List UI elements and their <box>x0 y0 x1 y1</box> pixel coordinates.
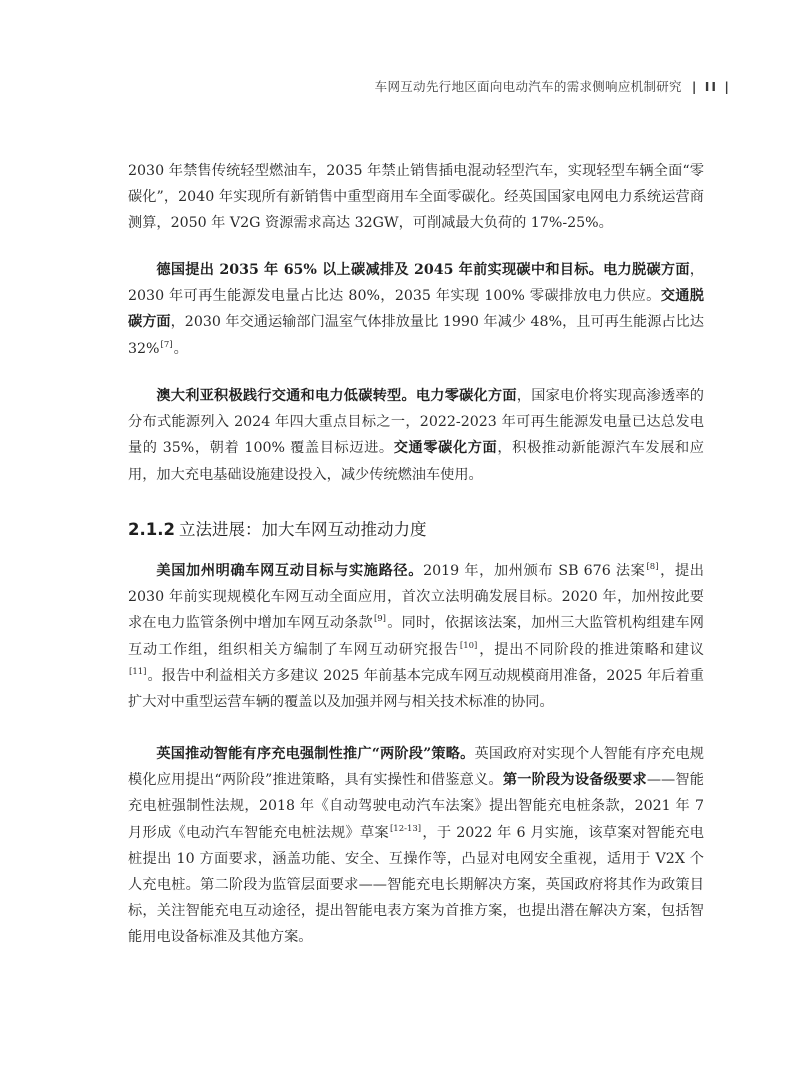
paragraph-germany <box>128 257 704 362</box>
p4-bold1: 美国加州明确车网互动目标与实施路径。 <box>156 563 424 579</box>
p2-bold1: 德国提出 2035 年 65% 以上碳减排及 2045 年前实现碳中和目标。 <box>156 262 604 278</box>
section-title: 立法进展：加大车网互动推动力度 <box>178 520 427 539</box>
section-heading <box>128 516 426 540</box>
p2-text1: ，2030 年可再生能源发电量占比达 80%，2035 年实现 100% 零碳排放电力供应。 <box>128 262 704 305</box>
p5-bold1: 英国推动智能有序充电强制性推广“两阶段”策略。 <box>156 746 475 762</box>
reference-9: [9] <box>373 614 386 625</box>
p3-bold2: 电力零碳化方面 <box>415 388 517 404</box>
paragraph-text <box>128 383 704 488</box>
section-number: 2.1.2 <box>128 520 175 539</box>
reference-11: [11] <box>129 666 147 677</box>
p3-bold3: 交通零碳化方面 <box>393 440 498 457</box>
p5-bold2: 第一阶段为设备级要求 <box>502 772 647 789</box>
p4-text1: 2019 年，加州颁布 SB 676 法案 <box>423 563 646 579</box>
paragraph-text <box>128 158 704 237</box>
paragraph-uk-smart-charging <box>128 741 704 951</box>
p5-text3: ，于 2022 年 6 月实施，该草案对智能充电桩提出 10 方面要求，涵盖功能、安全、互操作等，凸显对电网安全重视，适用于 V2X 个人充电桩。第二阶段为监管层面要求——智能充电长期解决方案，英国政府将其作为政策目标，关注智能充电互动途径，提出智能电表方案为首推方案，也提出潜在解决方案，包括智能用电设备标准及其他方案。 <box>128 824 704 946</box>
header-title: 车网互动先行地区面向电动汽车的需求侧响应机制研究 <box>374 79 682 94</box>
p5-text2: ——智能充电桩强制性法规，2018 年《自动驾驶电动汽车法案》提出智能充电桩条款，2021 年 7 月形成《电动汽车智能充电桩法规》草案 <box>128 772 704 841</box>
paragraph-text <box>128 558 704 715</box>
paragraph-australia <box>128 383 704 488</box>
p2-bold3: 交通脱碳方面 <box>128 288 704 331</box>
reference-7: [7] <box>160 339 173 350</box>
reference-10: [10] <box>459 640 478 651</box>
p1-text: 2030 年禁售传统轻型燃油车，2035 年禁止销售插电混动轻型汽车，实现轻型车辆全面“零碳化”，2040 年实现所有新销售中重型商用车全面零碳化。经英国国家电网电力系统运营商测算，2050 年 V2G 资源需求高达 32GW，可削减最大负荷的 17%-25%。 <box>128 163 704 232</box>
p5-text1: 英国政府对实现个人智能有序充电规模化应用提出“两阶段”推进策略，具有实操性和借鉴意义。 <box>128 746 704 789</box>
p2-bold2: 电力脱碳方面 <box>603 262 690 278</box>
p4-text3: 。同时，依据该法案，加州三大监管机构组建车网互动工作组，组织相关方编制了车网互动研究报告 <box>128 615 704 658</box>
p3-text1: ，国家电价将实现高渗透率的分布式能源列入 2024 年四大重点目标之一，2022-2023 年可再生能源发电量已达总发电量的 35%，朝着 100% 覆盖目标迈进。 <box>128 388 704 457</box>
p4-text4: ，提出不同阶段的推进策略和建议 <box>478 641 704 658</box>
paragraph-uk-targets <box>128 158 704 237</box>
p3-bold1: 澳大利亚积极践行交通和电力低碳转型。 <box>156 388 416 404</box>
p2-text2: ，2030 年交通运输部门温室气体排放量比 1990 年减少 48%，且可再生能源占比达 32% <box>128 314 704 357</box>
reference-8: [8] <box>646 562 659 572</box>
p3-text2: ，积极推动新能源汽车发展和应用，加大充电基础设施建设投入，减少传统燃油车使用。 <box>128 440 704 483</box>
p2-end: 。 <box>173 340 188 357</box>
paragraph-text <box>128 741 704 951</box>
running-header <box>375 77 731 95</box>
reference-12-13: [12-13] <box>389 823 422 834</box>
paragraph-california <box>128 558 704 715</box>
p4-text5: 。报告中利益相关方多建议 2025 年前基本完成车网互动规模商用准备，2025 年后着重扩大对中重型运营车辆的覆盖以及加强并网与相关技术标准的协同。 <box>128 667 704 711</box>
p4-text2: ，提出 2030 年前实现规模化车网互动全面应用，首次立法明确发展目标。2020 年，加州按此要求在电力监管条例中增加车网互动条款 <box>128 563 704 632</box>
page-number: | II | <box>691 78 731 94</box>
paragraph-text <box>128 257 704 362</box>
